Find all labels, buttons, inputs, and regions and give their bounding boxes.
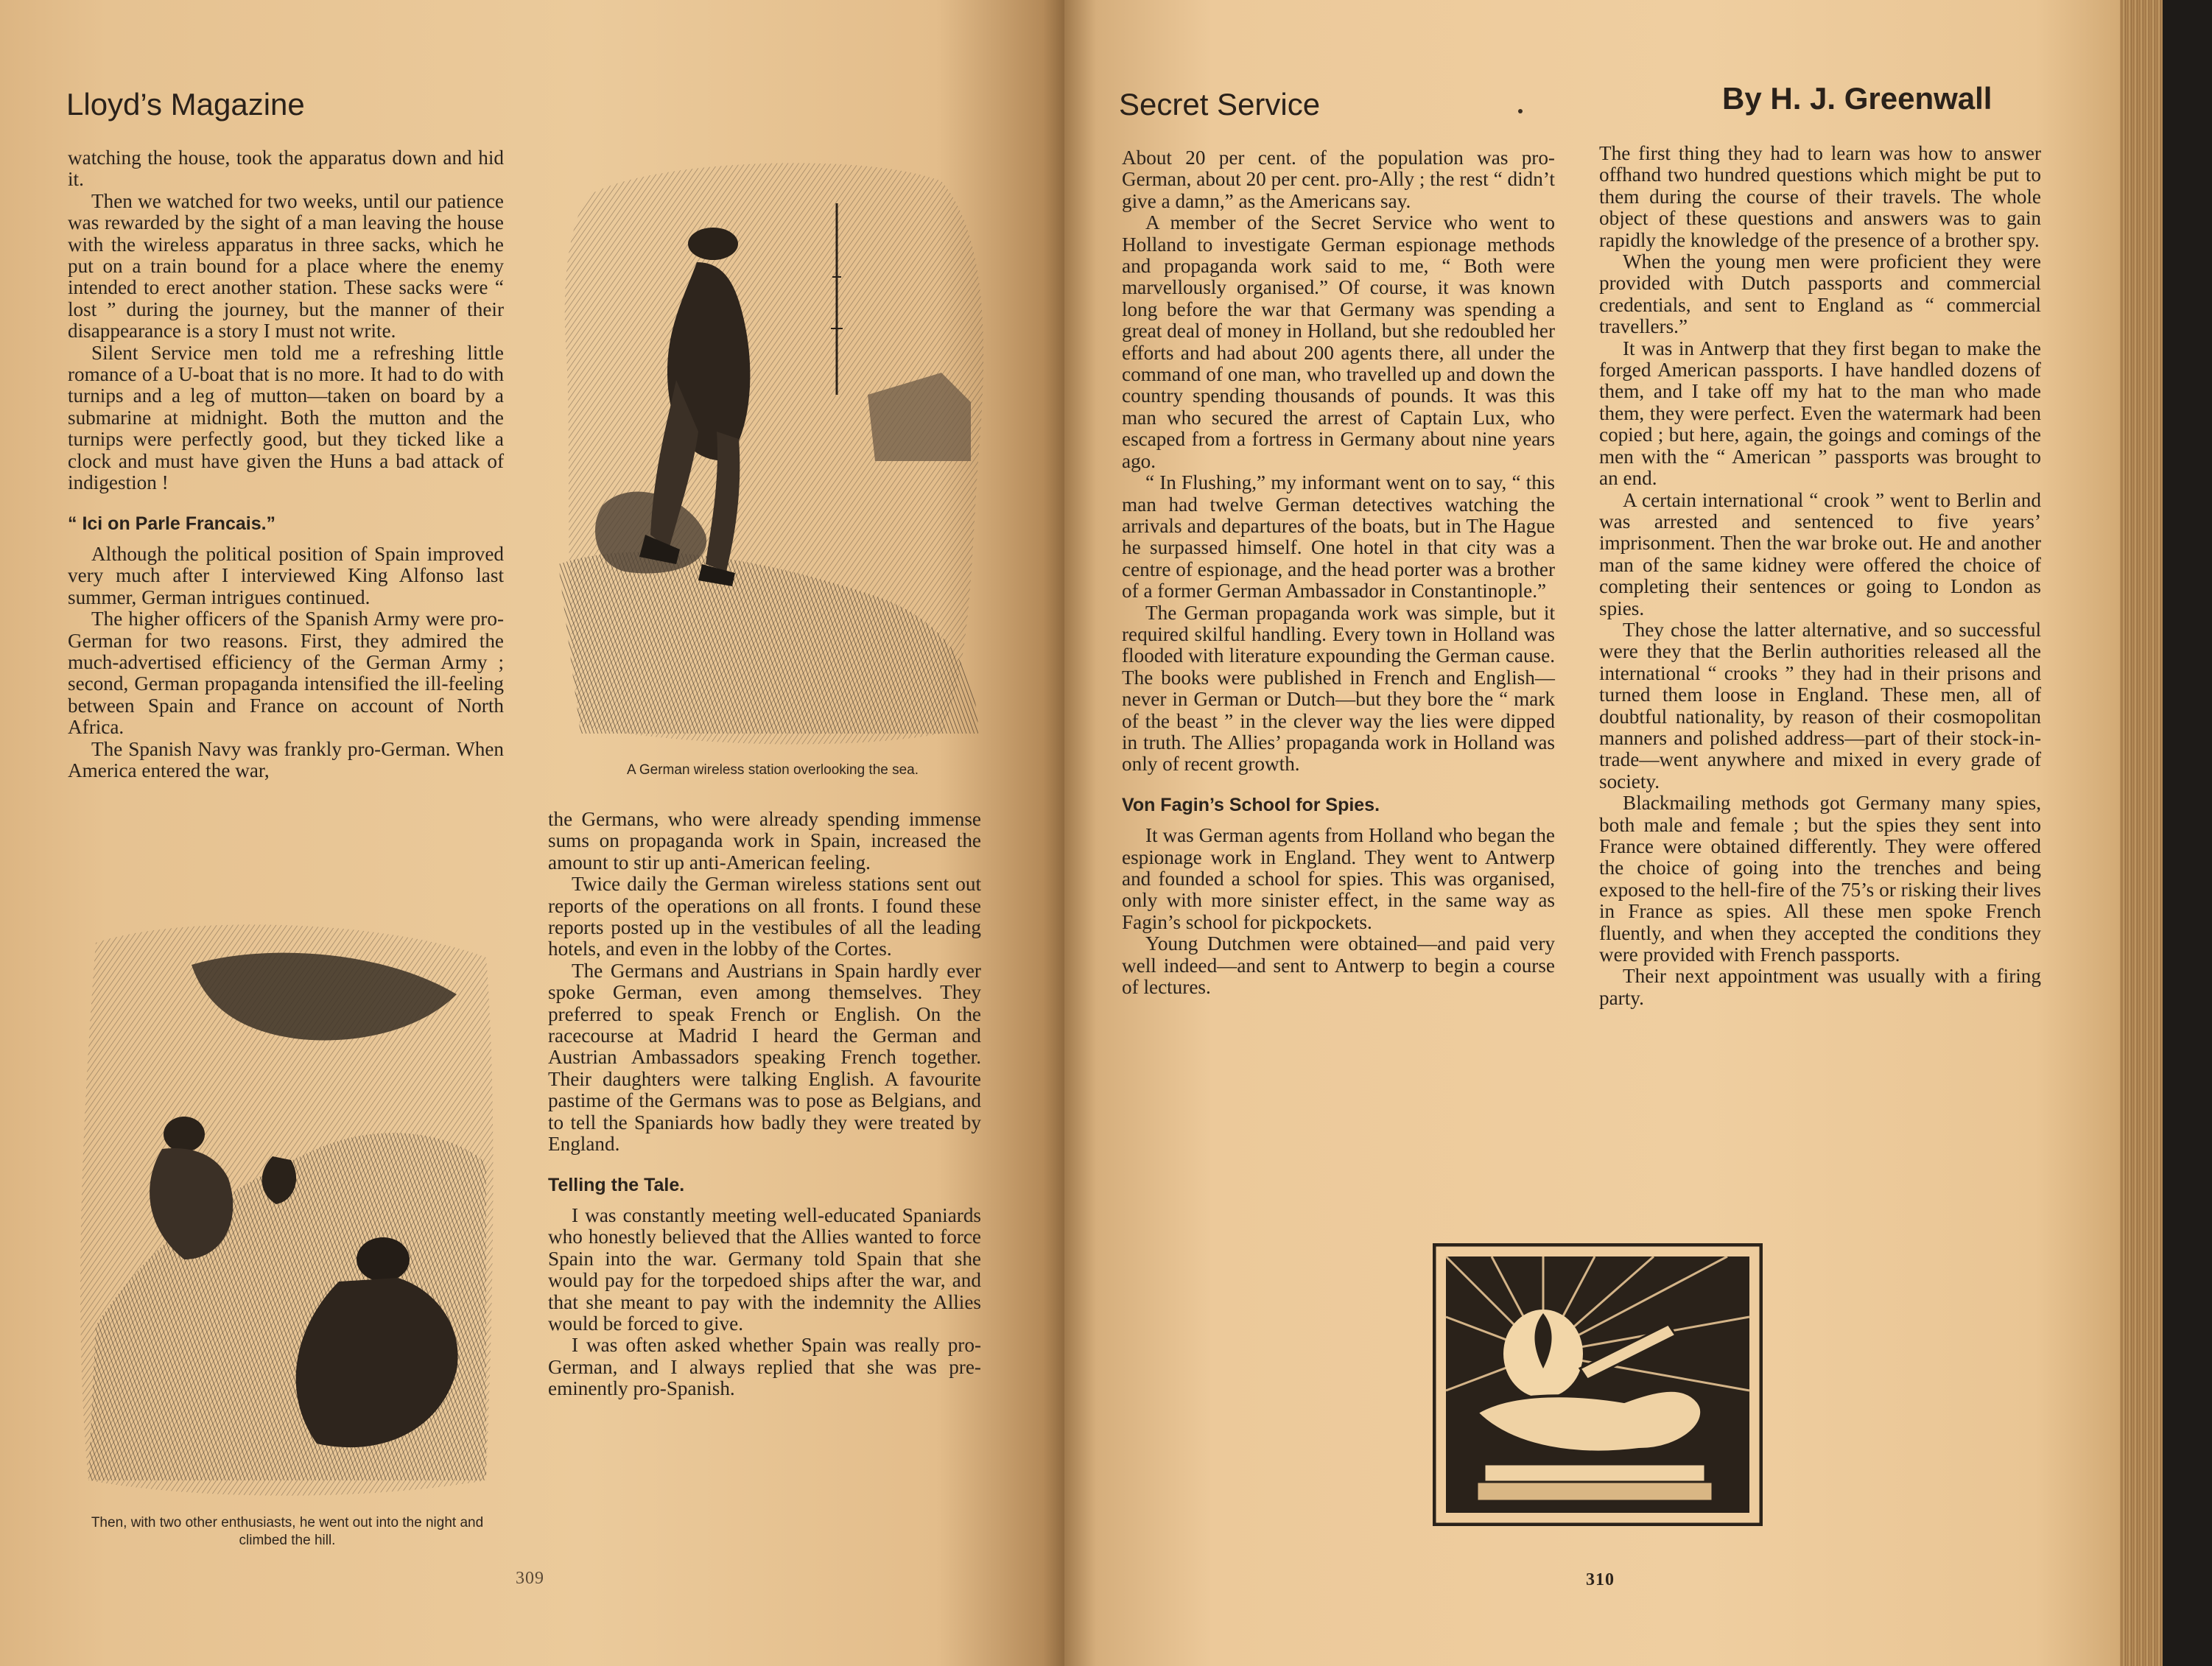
running-head-secret-service: Secret Service — [1119, 87, 1321, 122]
lamp-tailpiece — [1433, 1243, 1763, 1526]
section-heading: Telling the Tale. — [548, 1174, 685, 1195]
paragraph: “ In Flushing,” my informant went on to say, “ this man had twelve German detectives watching the arrivals and departures of the boats, but in The Hague he surpassed himself. One hotel in that city was a centre of espionage, and the head porter was a brother of a former German Ambassador in Constantinople.” — [1122, 471, 1555, 602]
paragraph: A member of the Secret Service who went to Holland to investigate German espionage methods and propaganda work said to me, “ Both were marvellously organised.” Of course, it was known long before the war that Germany was spending a great deal of money in Holland, but she redoubled her efforts and had about 200 agents there, all under the command of one man, who travelled up and down the country spending thousands of pounds. It was this man who secured the arrest of Captain Lux, who escaped from a fortress in Germany about nine years ago. — [1122, 211, 1555, 472]
running-head-author: By H. J. Greenwall — [1722, 81, 1992, 116]
right-column-2 — [1599, 143, 2041, 1009]
running-head-dot — [1518, 109, 1523, 113]
climbing-men-illustration — [74, 913, 499, 1502]
paragraph: A certain international “ crook ” went to Berlin and was arrested and sentenced to five years’ imprisonment. Then the war broke out. He and another man of the same kidney were offered the choice of completing their sentences or going to London as spies. — [1599, 488, 2041, 619]
left-column-2 — [548, 809, 981, 1400]
paragraph: watching the house, took the apparatus down and hid it. — [68, 147, 504, 191]
caption-climbed-hill: Then, with two other enthusiasts, he went out into the night and climbed the hill. — [91, 1515, 484, 1548]
right-column-1 — [1122, 147, 1555, 998]
paragraph: I was often asked whether Spain was really pro-German, and I always replied that she was pre-eminently pro-Spanish. — [548, 1334, 981, 1400]
section-heading: Von Fagin’s School for Spies. — [1122, 794, 1380, 815]
paragraph: Their next appointment was usually with a firing party. — [1599, 965, 2041, 1009]
page-number-left: 309 — [516, 1569, 544, 1588]
paragraph: About 20 per cent. of the population was pro-German, about 20 per cent. pro-Ally ; the rest “ didn’t give a damn,” as the Americans say. — [1122, 147, 1555, 212]
lamp-of-knowledge-icon — [1433, 1243, 1763, 1526]
running-head-left: Lloyd’s Magazine — [66, 87, 305, 122]
illustration-men-climbing — [74, 913, 499, 1502]
paragraph: The German propaganda work was simple, but it required skilful handling. Every town in Holland was flooded with literature expounding the German cause. The books were published in French and English—never in German or Dutch—but they bore the “ mark of the beast ” in the clever way the lies were dipped in truth. The Allies’ propaganda work in Holland was only of recent growth. — [1122, 601, 1555, 776]
background-edge — [2163, 0, 2212, 1666]
paragraph: It was German agents from Holland who began the espionage work in England. They went to Antwerp and founded a school for spies. This was organised, only with more sinister effect, in the same way as Fagin’s school for pickpockets. — [1122, 824, 1555, 933]
page-edges — [2120, 0, 2163, 1666]
paragraph: I was constantly meeting well-educated Spaniards who honestly believed that the Allies wanted to force Spain into the war. Germany told Spain that she would pay for the torpedoed ships after the war, and that she meant to pay with the indemnity the Allies would be forced to give. — [548, 1203, 981, 1335]
paragraph: It was in Antwerp that they first began to make the forged American passports. I have handled dozens of them, and I take off my hat to the man who made them, they were perfect. Even the watermark had been copied ; but here, again, the goings and comings of the men with the “ American ” passports was brought to an end. — [1599, 337, 2041, 490]
paragraph: Young Dutchmen were obtained—and paid very well indeed—and sent to Antwerp to begin a course of lectures. — [1122, 932, 1555, 999]
paragraph: Twice daily the German wireless stations sent out reports of the operations on all fronts. I found these reports posted up in the vestibules of all the leading hotels, and even in the lobby of the Cortes. — [548, 873, 981, 960]
paragraph: The first thing they had to learn was how to answer offhand two hundred questions which might be put to them during the course of their travels. The whole object of these questions and answers was to gain rapidly the knowledge of the presence of a brother spy. — [1599, 142, 2041, 251]
paragraph: They chose the latter alternative, and so successful were they that the Berlin authorities released all the international “ crooks ” they had in their prisons and turned them loose in England. These men, all of doubtful nationality, by reason of their cosmopolitan manners and polished address—part of their stock-in-trade—went anywhere and mixed in every grade of society. — [1599, 618, 2041, 792]
paragraph: When the young men were proficient they were provided with Dutch passports and commercial credentials, and sent to England as “ commercial travellers.” — [1599, 250, 2041, 338]
page-number-right: 310 — [1586, 1570, 1615, 1589]
paragraph: Then we watched for two weeks, until our patience was rewarded by the sight of a man leaving the house with the wireless apparatus in three sacks, which he put on a train bound for a place where the enemy intended to erect another station. These sacks were “ lost ” during the journey, but the manner of their disappearance is a story I must not write. — [68, 189, 504, 342]
paragraph: Although the political position of Spain improved very much after I interviewed King Alfonso last summer, German intrigues continued. — [68, 542, 504, 608]
paragraph: The Spanish Navy was frankly pro-German. When America entered the war, — [68, 737, 504, 781]
paragraph: Silent Service men told me a refreshing little romance of a U-boat that is no more. It had to do with turnips and a leg of mutton—taken on board by a submarine at midnight. Both the mutton and the turnips were perfectly good, but they ticked like a clock and must have given the Huns a bad attack of indigestion ! — [68, 341, 504, 494]
paragraph: The Germans and Austrians in Spain hardly ever spoke German, even among themselves. They preferred to speak French or English. On the racecourse at Madrid I heard the German and Austrian Ambassadors speaking French together. Their daughters were talking English. A favourite pastime of the Germans was to pose as Belgians, and to tell the Spaniards how badly they were treated by England. — [548, 959, 981, 1156]
wireless-station-illustration — [558, 152, 987, 748]
right-page — [1064, 0, 2120, 1666]
paragraph: Blackmailing methods got Germany many spies, both male and female ; but the spies they sent into France were obtained differently. They were offered the choice of going into the trenches and being exposed to the hell-fire of the 75’s or risking their lives in France as spies. All these men spoke French fluently, and when they accepted the conditions they were provided with French passports. — [1599, 792, 2041, 966]
paragraph: the Germans, who were already spending immense sums on propaganda work in Spain, increased the amount to stir up anti-American feeling. — [548, 808, 981, 874]
caption-wireless-station: A German wireless station overlooking the sea. — [626, 762, 919, 778]
left-page — [0, 0, 1064, 1666]
paragraph: The higher officers of the Spanish Army were pro-German for two reasons. First, they admired the much-advertised efficiency of the German Army ; second, German propaganda intensified the ill-feeling between Spain and France on account of North Africa. — [68, 608, 504, 739]
left-column-1 — [68, 147, 504, 781]
section-heading: “ Ici on Parle Francais.” — [68, 513, 276, 534]
illustration-boy-on-cliff — [558, 152, 987, 748]
